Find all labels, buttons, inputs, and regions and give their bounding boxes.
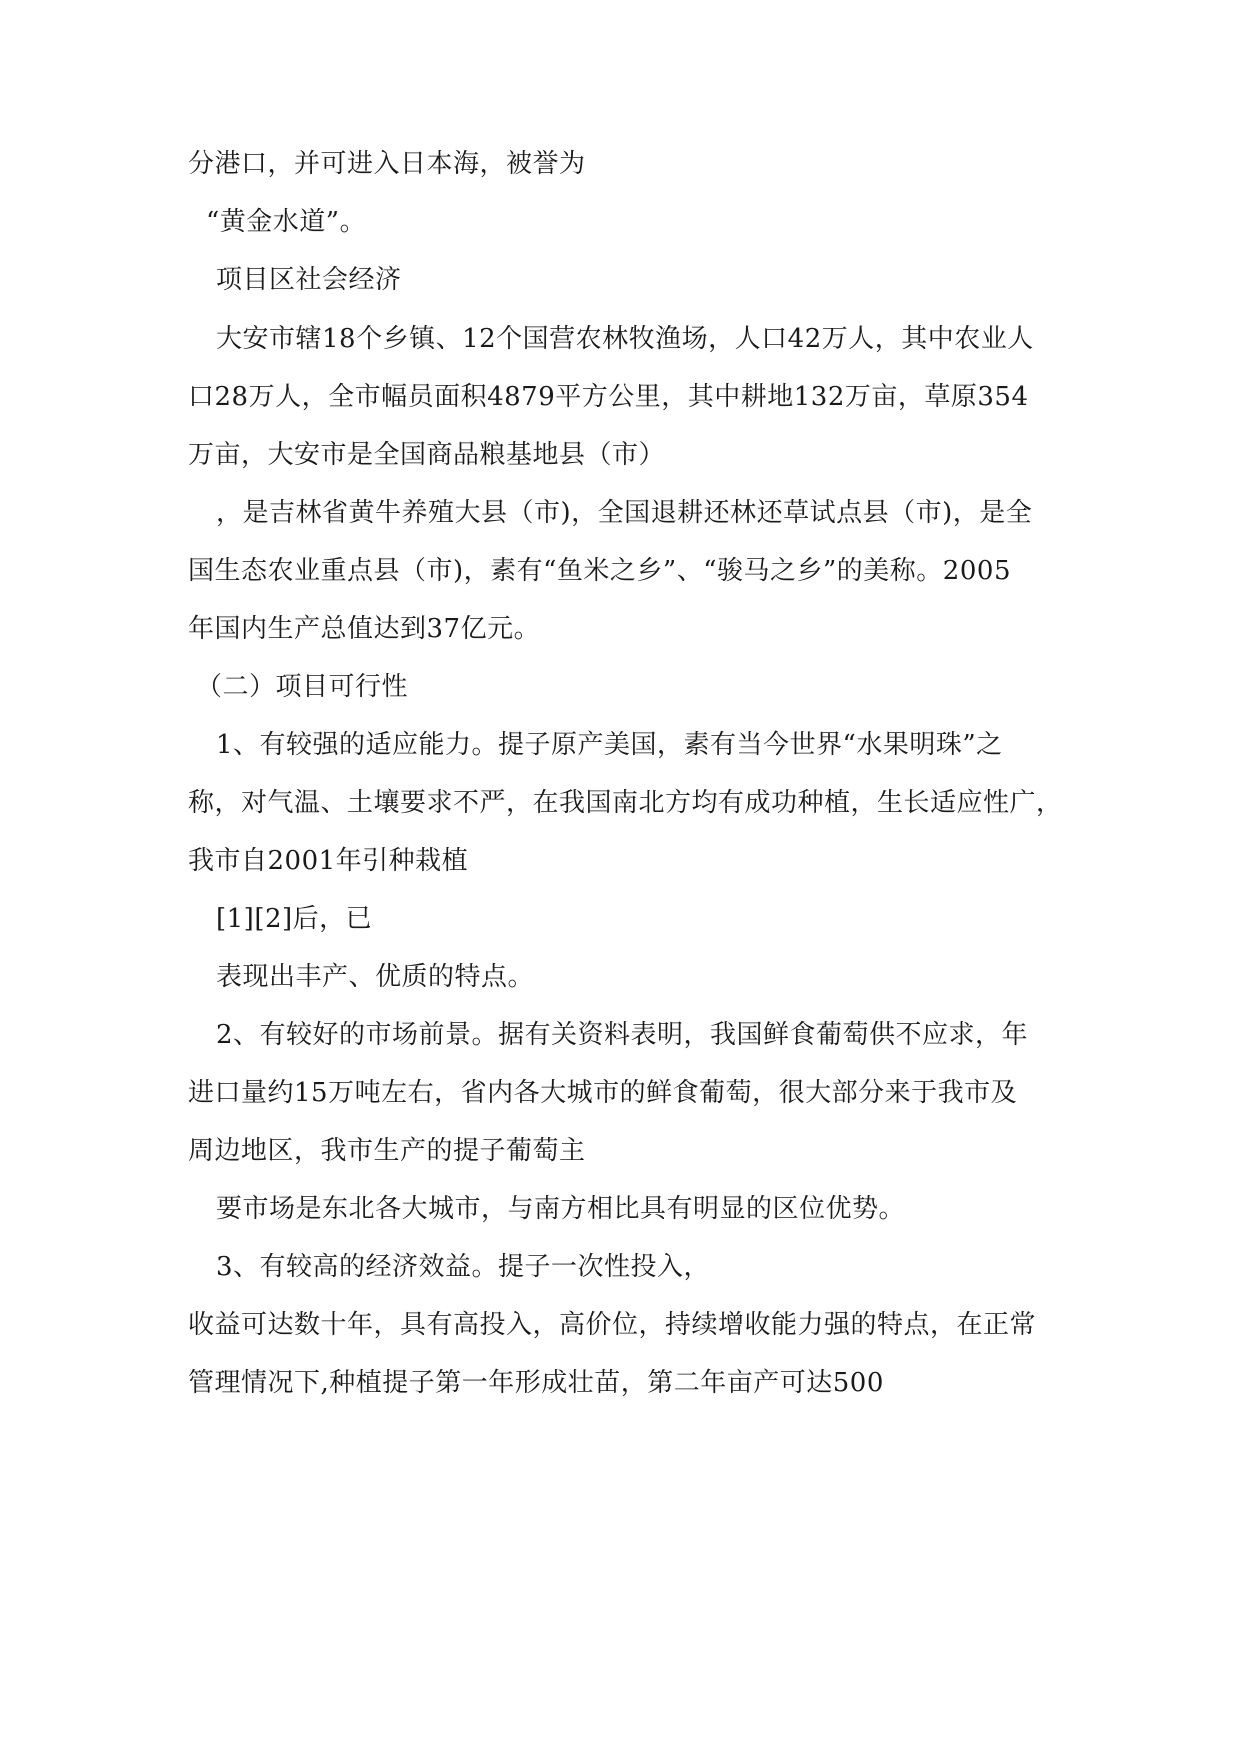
text-line: “黄金水道”。 — [206, 207, 367, 237]
text-line: 国生态农业重点县（市)，素有“鱼米之乡”、“骏马之乡”的美称。2005 — [188, 556, 1011, 586]
text-line: 2、有较好的市场前景。据有关资料表明，我国鲜食葡萄供不应求，年 — [216, 1020, 1029, 1050]
text-line: 称，对气温、土壤要求不严，在我国南北方均有成功种植，生长适应性广， — [188, 788, 1063, 818]
text-line: 管理情况下,种植提子第一年形成壮苗，第二年亩产可达500 — [188, 1368, 884, 1398]
text-line: [1][2]后，已 — [216, 904, 373, 934]
section-heading: （二）项目可行性 — [196, 672, 409, 702]
text-line: 进口量约15万吨左右，省内各大城市的鲜食葡萄，很大部分来于我市及 — [188, 1078, 1018, 1108]
text-line: 万亩，大安市是全国商品粮基地县（市） — [188, 440, 666, 470]
text-line: 收益可达数十年，具有高投入，高价位，持续增收能力强的特点，在正常 — [188, 1310, 1037, 1340]
text-line: 口28万人，全市幅员面积4879平方公里，其中耕地132万亩，草原354 — [188, 382, 1029, 412]
text-line: 周边地区，我市生产的提子葡萄主 — [188, 1136, 586, 1166]
text-line: 大安市辖18个乡镇、12个国营农林牧渔场，人口42万人，其中农业人 — [216, 324, 1034, 354]
text-line: 3、有较高的经济效益。提子一次性投入， — [216, 1252, 711, 1282]
section-heading: 项目区社会经济 — [216, 265, 402, 295]
text-line: 要市场是东北各大城市，与南方相比具有明显的区位优势。 — [216, 1194, 906, 1224]
text-line: 我市自2001年引种栽植 — [188, 846, 469, 876]
text-line: 1、有较强的适应能力。提子原产美国，素有当今世界“水果明珠”之 — [216, 730, 1003, 760]
text-line: 表现出丰产、优质的特点。 — [216, 962, 535, 992]
text-line: 年国内生产总值达到37亿元。 — [188, 614, 541, 644]
text-line: 分港口，并可进入日本海，被誉为 — [188, 149, 586, 179]
text-line: ，是吉林省黄牛养殖大县（市)，全国退耕还林还草试点县（市)，是全 — [216, 498, 1033, 528]
